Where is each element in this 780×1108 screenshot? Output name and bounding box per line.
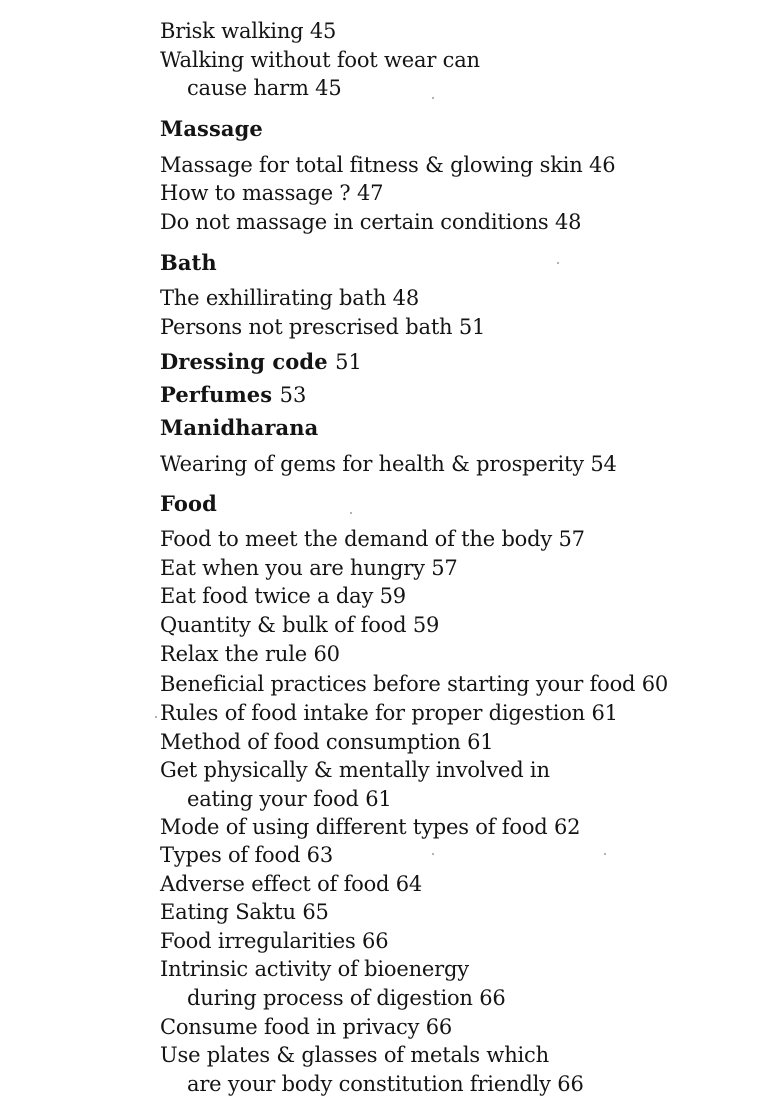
scan-speck bbox=[557, 262, 559, 264]
scan-speck bbox=[350, 512, 352, 514]
toc-entry: Wearing of gems for health & prosperity 54 bbox=[160, 452, 617, 476]
section-heading-food: Food bbox=[160, 491, 217, 516]
scan-speck bbox=[155, 716, 157, 718]
scan-speck bbox=[604, 853, 606, 855]
toc-entry: Types of food 63 bbox=[160, 843, 333, 867]
toc-entry: Consume food in privacy 66 bbox=[160, 1015, 453, 1039]
toc-entry-continuation: eating your food 61 bbox=[187, 787, 392, 811]
toc-entry: Food to meet the demand of the body 57 bbox=[160, 527, 585, 551]
toc-entry: Persons not prescrised bath 51 bbox=[160, 315, 486, 339]
page-number: 51 bbox=[335, 350, 363, 374]
page-number: 53 bbox=[279, 383, 307, 407]
toc-entry: How to massage ? 47 bbox=[160, 181, 384, 205]
toc-entry-continuation: are your body constitution friendly 66 bbox=[187, 1072, 584, 1096]
section-heading-dressing-code bbox=[160, 349, 362, 375]
toc-entry: Get physically & mentally involved in bbox=[160, 758, 550, 782]
toc-entry: Use plates & glasses of metals which bbox=[160, 1043, 549, 1067]
scan-speck bbox=[432, 97, 434, 99]
heading-label: Perfumes bbox=[160, 382, 273, 407]
toc-entry: Beneficial practices before starting your food 60 bbox=[160, 672, 669, 696]
toc-entry: Relax the rule 60 bbox=[160, 642, 340, 666]
toc-entry: Mode of using different types of food 62 bbox=[160, 815, 581, 839]
section-heading-massage: Massage bbox=[160, 116, 263, 141]
toc-entry-continuation: during process of digestion 66 bbox=[187, 986, 506, 1010]
toc-entry: Quantity & bulk of food 59 bbox=[160, 613, 440, 637]
section-heading-manidharana: Manidharana bbox=[160, 415, 319, 440]
toc-entry: Eat food twice a day 59 bbox=[160, 584, 406, 608]
toc-entry: The exhillirating bath 48 bbox=[160, 286, 419, 310]
toc-entry-continuation: cause harm 45 bbox=[187, 76, 342, 100]
toc-entry: Eating Saktu 65 bbox=[160, 900, 329, 924]
toc-entry: Do not massage in certain conditions 48 bbox=[160, 210, 582, 234]
toc-entry: Adverse effect of food 64 bbox=[160, 872, 423, 896]
toc-entry: Massage for total fitness & glowing skin 46 bbox=[160, 153, 616, 177]
toc-entry: Food irregularities 66 bbox=[160, 929, 389, 953]
toc-entry: Rules of food intake for proper digestion 61 bbox=[160, 701, 618, 725]
toc-entry: Method of food consumption 61 bbox=[160, 730, 494, 754]
toc-entry: Brisk walking 45 bbox=[160, 19, 337, 43]
scan-speck bbox=[432, 853, 434, 855]
section-heading-bath: Bath bbox=[160, 250, 217, 275]
section-heading-perfumes bbox=[160, 382, 307, 408]
toc-entry: Eat when you are hungry 57 bbox=[160, 556, 458, 580]
toc-entry: Walking without foot wear can bbox=[160, 48, 480, 72]
toc-entry: Intrinsic activity of bioenergy bbox=[160, 957, 469, 981]
heading-label: Dressing code bbox=[160, 349, 328, 374]
